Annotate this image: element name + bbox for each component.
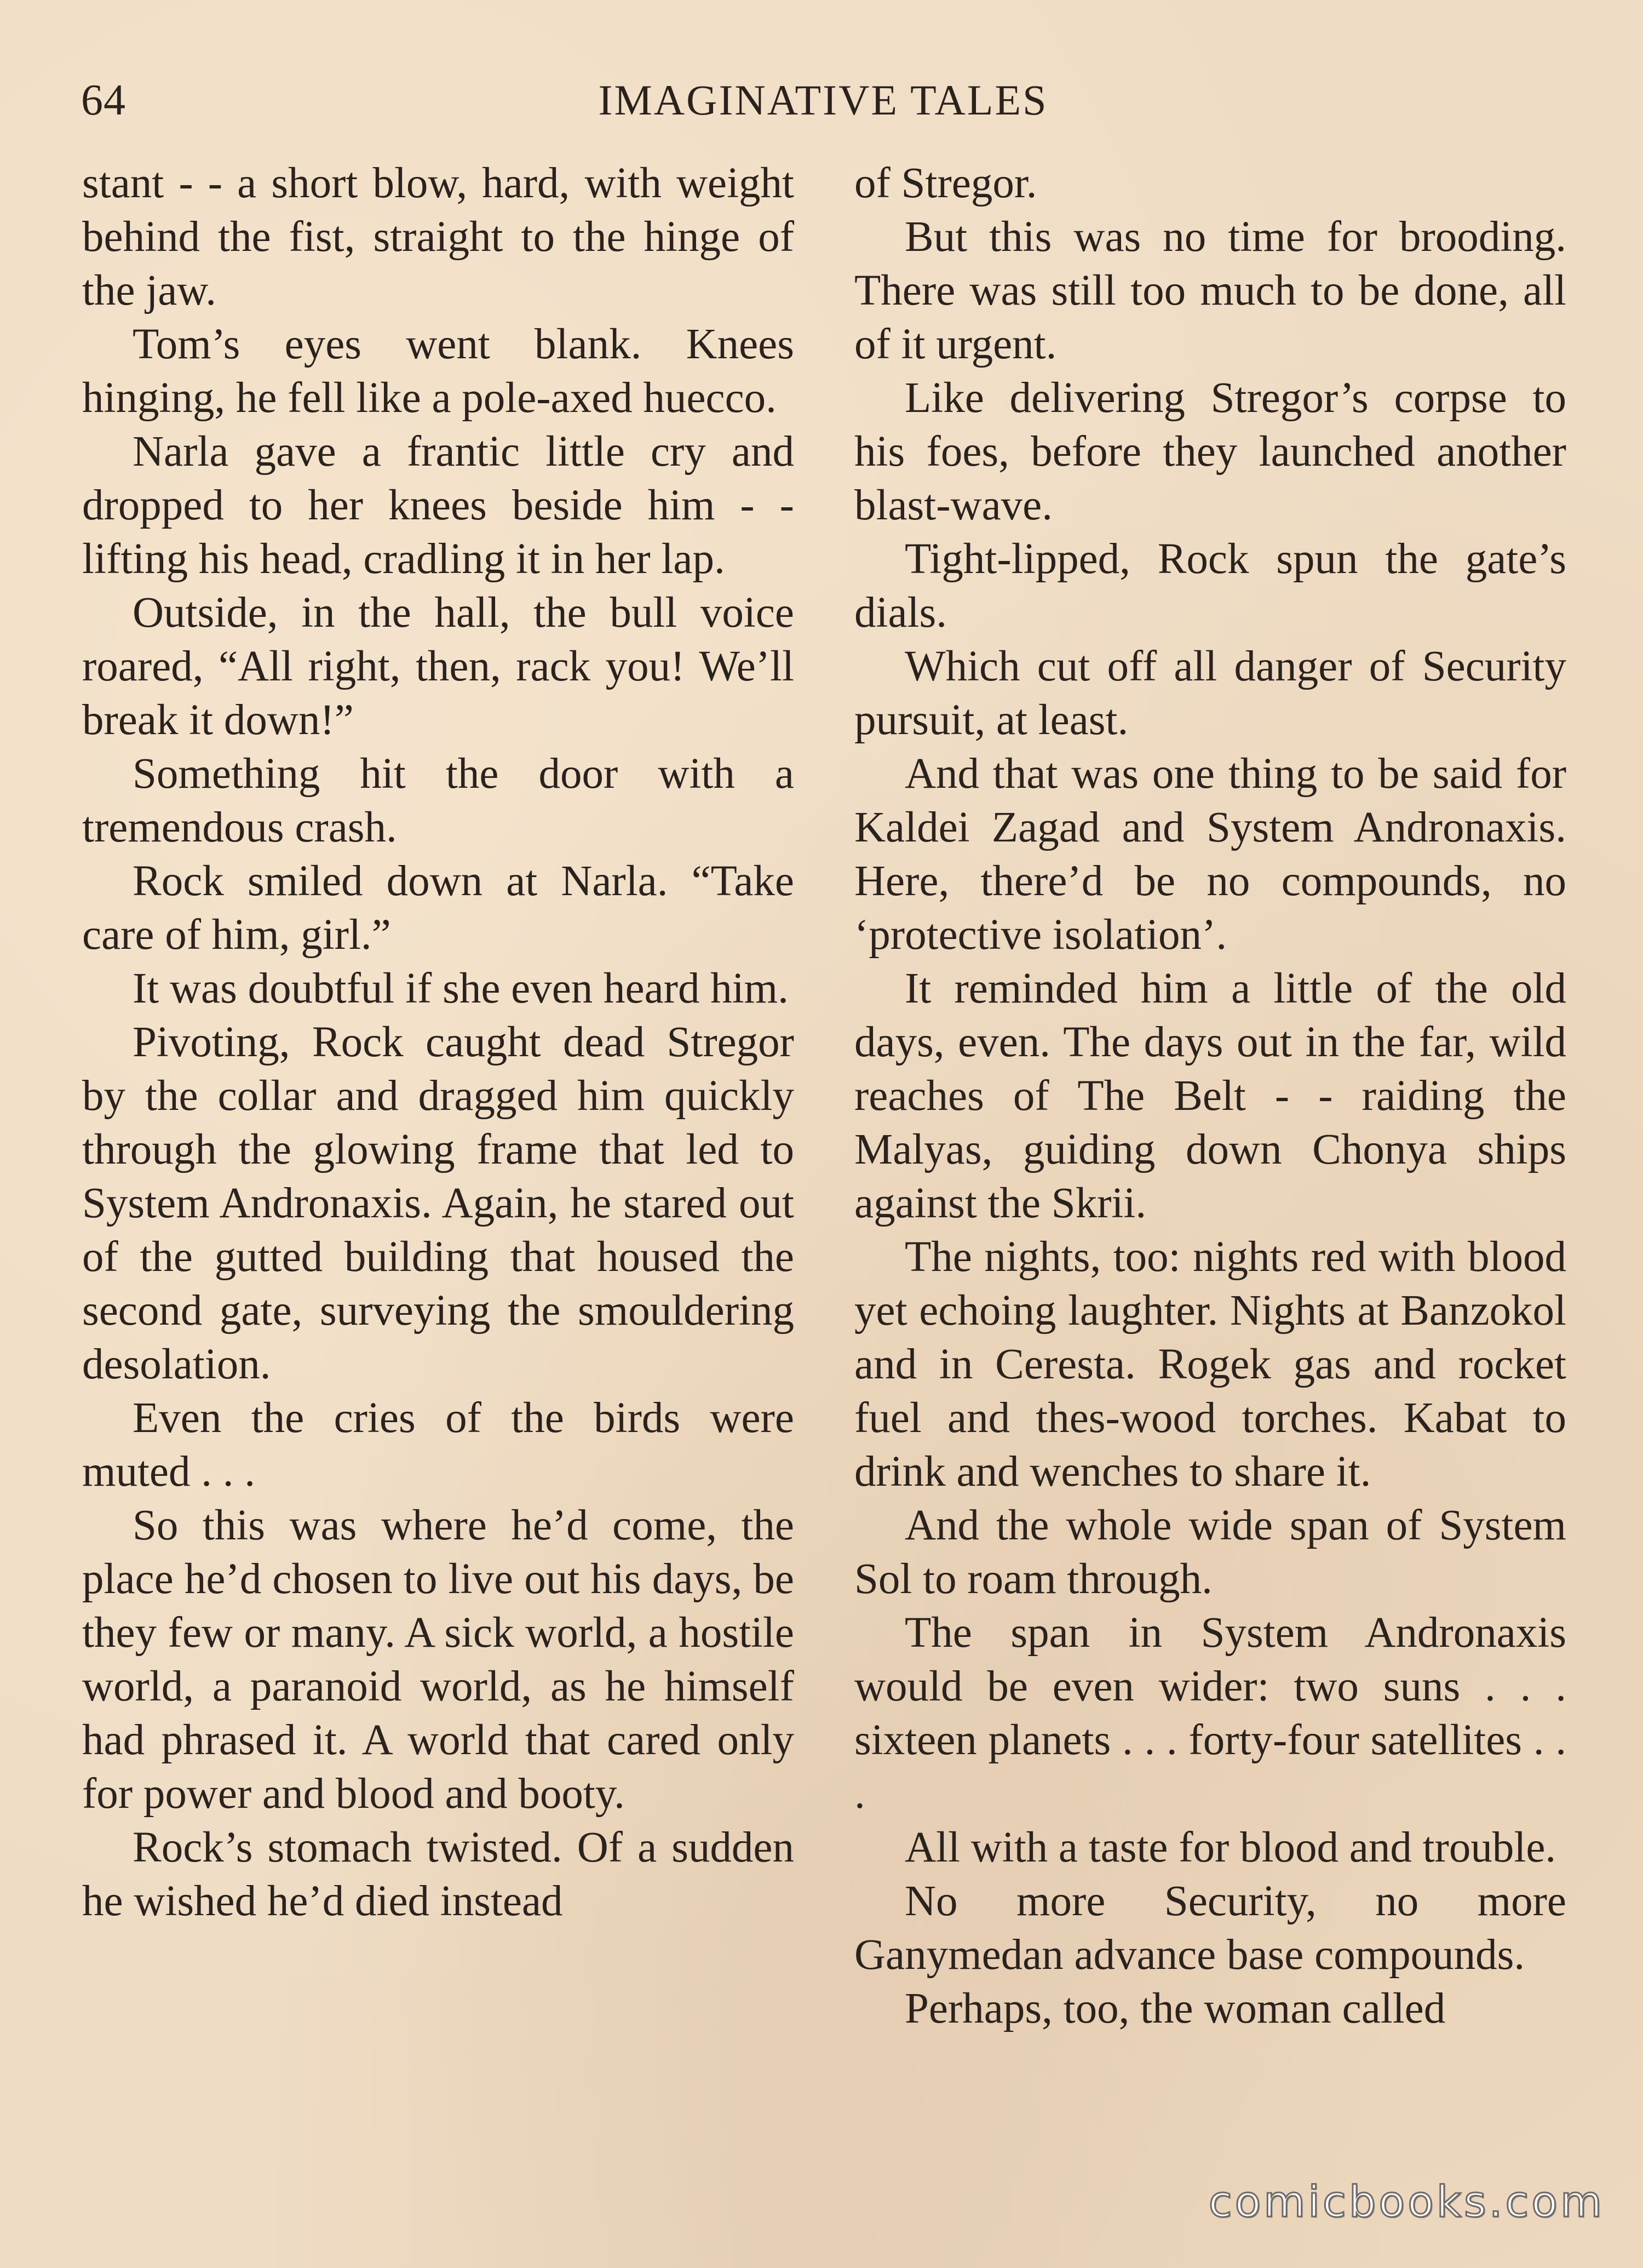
paragraph: The span in System Andronaxis would be even wider: two suns . . . sixteen planets . . . forty-four satellites . . . bbox=[854, 1609, 1566, 1818]
right-column bbox=[854, 157, 1566, 2036]
paragraph: Like delivering Stregor’s corpse to his foes, before they launched another blast-wave. bbox=[854, 374, 1566, 529]
paragraph: Which cut off all danger of Security pursuit, at least. bbox=[854, 643, 1566, 744]
running-title: IMAGINATIVE TALES bbox=[598, 76, 1048, 124]
paragraph: Narla gave a frantic little cry and dropped to her knees beside him - - lifting his head, cradling it in her lap. bbox=[82, 428, 794, 583]
watermark: comicbooks.com bbox=[1208, 2178, 1605, 2227]
paragraph: Tom’s eyes went blank. Knees hinging, he fell like a pole-axed huecco. bbox=[82, 320, 794, 422]
paragraph: Even the cries of the birds were muted . . . bbox=[82, 1394, 794, 1496]
paragraph: Pivoting, Rock caught dead Stregor by the collar and dragged him quickly through the glowing frame that led to System Andronaxis. Again, he stared out of the gutted building that housed the second gate, surveying the smouldering desolation. bbox=[82, 1018, 794, 1388]
paragraph: So this was where he’d come, the place he’d chosen to live out his days, be they few or many. A sick world, a hostile world, a paranoid world, as he himself had phrased it. A world that cared only for power and blood and booty. bbox=[82, 1502, 794, 1818]
paragraph: No more Security, no more Ganymedan advance base compounds. bbox=[854, 1877, 1566, 1979]
paragraph: stant - - a short blow, hard, with weight behind the fist, straight to the hinge of the jaw. bbox=[82, 159, 794, 314]
page-header bbox=[81, 70, 1565, 130]
paragraph: All with a taste for blood and trouble. bbox=[905, 1824, 1556, 1871]
paragraph: The nights, too: nights red with blood yet echoing laughter. Nights at Banzokol and in Ceresta. Rogek gas and rocket fuel and thes-wood torches. Kabat to drink and wenches to share it. bbox=[854, 1233, 1566, 1496]
left-column bbox=[82, 157, 794, 1928]
paragraph: Something hit the door with a tremendous crash. bbox=[82, 750, 794, 851]
paragraph: And the whole wide span of System Sol to roam through. bbox=[854, 1502, 1566, 1603]
paragraph: Outside, in the hall, the bull voice roared, “All right, then, rack you! We’ll break it down!” bbox=[82, 589, 794, 744]
page-number: 64 bbox=[81, 76, 126, 124]
paragraph: Perhaps, too, the woman called bbox=[905, 1985, 1446, 2032]
paragraph: But this was no time for brooding. There was still too much to be done, all of it urgent. bbox=[854, 213, 1566, 368]
paragraph: It was doubtful if she even heard him. bbox=[133, 965, 789, 1012]
paragraph: of Stregor. bbox=[854, 159, 1037, 207]
paragraph: Tight-lipped, Rock spun the gate’s dials. bbox=[854, 535, 1566, 637]
paragraph: And that was one thing to be said for Kaldei Zagad and System Andronaxis. Here, there’d be no compounds, no ‘protective isolation’. bbox=[854, 750, 1566, 959]
paragraph: It reminded him a little of the old days, even. The days out in the far, wild reaches of The Belt - - raiding the Malyas, guiding down Chonya ships against the Skrii. bbox=[854, 965, 1566, 1227]
paragraph: Rock’s stomach twisted. Of a sudden he wished he’d died instead bbox=[82, 1824, 794, 1925]
paragraph: Rock smiled down at Narla. “Take care of him, girl.” bbox=[82, 857, 794, 959]
